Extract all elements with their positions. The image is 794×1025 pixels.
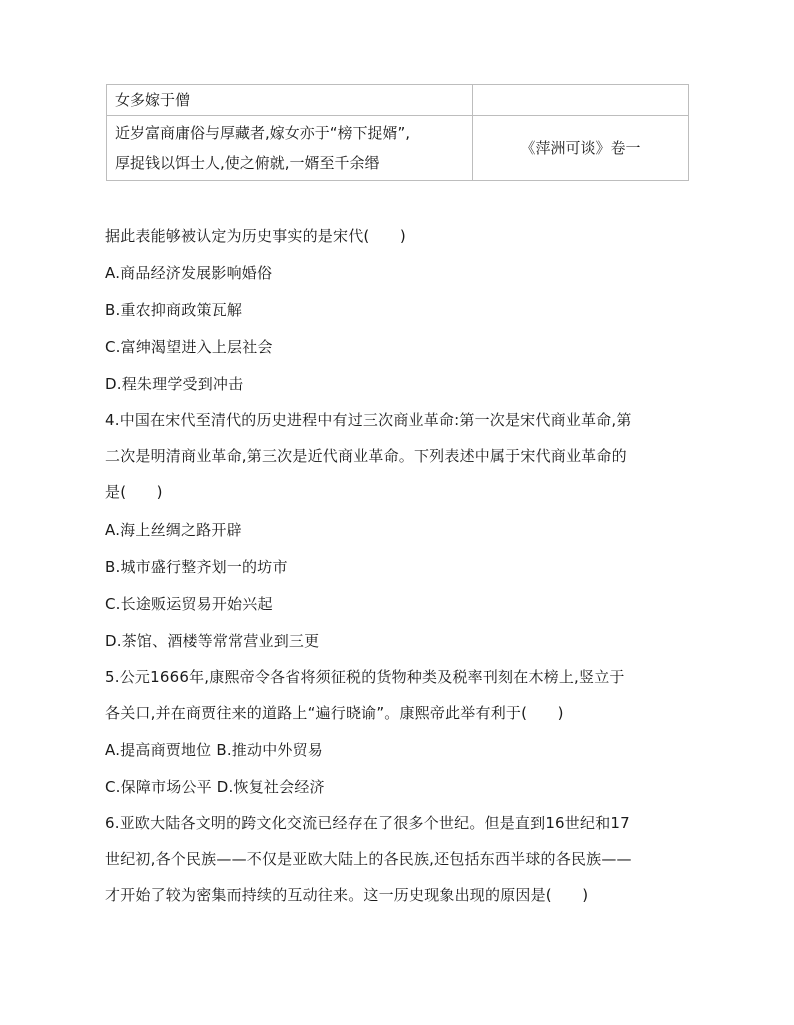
q4-option-d: D.茶馆、酒楼等常常营业到三更 (105, 632, 320, 650)
q6-stem-line: 世纪初,各个民族——不仅是亚欧大陆上的各民族,还包括东西半球的各民族—— (105, 850, 632, 868)
table-cell (473, 85, 689, 116)
table-row (107, 116, 689, 181)
q4-stem-line: 二次是明清商业革命,第三次是近代商业革命。下列表述中属于宋代商业革命的 (105, 447, 627, 465)
table-cell: 女多嫁于僧 (107, 85, 473, 116)
q3-option-d: D.程朱理学受到冲击 (105, 375, 244, 393)
q4-option-a: A.海上丝绸之路开辟 (105, 521, 242, 539)
q5-options-line: A.提高商贾地位 B.推动中外贸易 (105, 741, 323, 759)
table-cell-source: 《萍洲可谈》卷一 (473, 116, 689, 181)
q4-stem-line: 是( ) (105, 483, 163, 501)
table-row (107, 85, 689, 116)
q3-stem: 据此表能够被认定为历史事实的是宋代( ) (105, 227, 406, 245)
q5-stem-line: 各关口,并在商贾往来的道路上“遍行晓谕”。康熙帝此举有利于( ) (105, 704, 564, 722)
q4-option-c: C.长途贩运贸易开始兴起 (105, 595, 273, 613)
table-cell-line: 近岁富商庸俗与厚藏者,嫁女亦于“榜下捉婿”, (115, 124, 411, 142)
table-cell-line: 厚捉钱以饵士人,使之俯就,一婿至千余缗 (115, 154, 380, 172)
q6-stem-line: 才开始了较为密集而持续的互动往来。这一历史现象出现的原因是( ) (105, 886, 589, 904)
q4-stem-line: 4.中国在宋代至清代的历史进程中有过三次商业革命:第一次是宋代商业革命,第 (105, 411, 632, 429)
q3-option-c: C.富绅渴望进入上层社会 (105, 338, 273, 356)
q5-stem-line: 5.公元1666年,康熙帝令各省将须征税的货物种类及税率刊刻在木榜上,竖立于 (105, 668, 625, 686)
q3-option-a: A.商品经济发展影响婚俗 (105, 264, 273, 282)
table-cell (107, 116, 473, 181)
q3-option-b: B.重农抑商政策瓦解 (105, 301, 243, 319)
q5-options-line: C.保障市场公平 D.恢复社会经济 (105, 778, 325, 796)
q6-stem-line: 6.亚欧大陆各文明的跨文化交流已经存在了很多个世纪。但是直到16世纪和17 (105, 814, 630, 832)
q4-option-b: B.城市盛行整齐划一的坊市 (105, 558, 288, 576)
source-table (106, 84, 689, 181)
